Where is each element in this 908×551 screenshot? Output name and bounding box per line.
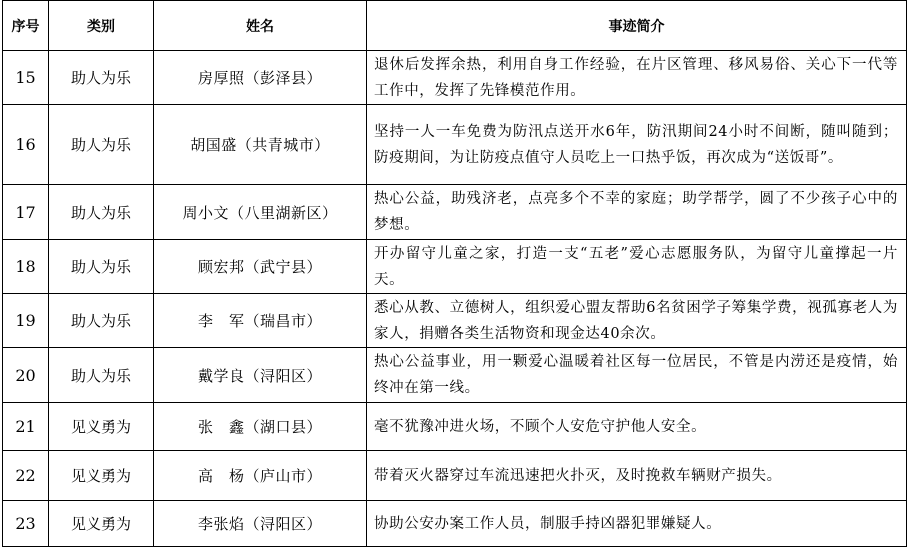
row-desc: 协助公安办案工作人员，制服手持凶器犯罪嫌疑人。	[367, 501, 907, 547]
row-category: 见义勇为	[49, 501, 154, 547]
row-desc: 坚持一人一车免费为防汛点送开水6年，防汛期间24小时不间断，随叫随到；防疫期间，为让防疫点值守人员吃上一口热乎饭，再次成为“送饭哥”。	[367, 105, 907, 185]
row-seq: 22	[3, 451, 49, 501]
row-desc: 开办留守儿童之家，打造一支“五老”爱心志愿服务队，为留守儿童撑起一片天。	[367, 240, 907, 294]
row-seq: 16	[3, 105, 49, 185]
table-row	[3, 240, 907, 294]
row-desc: 带着灭火器穿过车流迅速把火扑灭，及时挽救车辆财产损失。	[367, 451, 907, 501]
row-category: 助人为乐	[49, 294, 154, 348]
row-seq: 18	[3, 240, 49, 294]
row-seq: 20	[3, 348, 49, 403]
row-desc: 热心公益事业，用一颗爱心温暖着社区每一位居民，不管是内涝还是疫情，始终冲在第一线。	[367, 348, 907, 403]
header-seq: 序号	[3, 1, 49, 51]
header-name: 姓名	[154, 1, 367, 51]
row-category: 助人为乐	[49, 51, 154, 105]
table-row	[3, 348, 907, 403]
header-category: 类别	[49, 1, 154, 51]
row-seq: 21	[3, 403, 49, 451]
row-name: 李张焰（浔阳区）	[154, 501, 367, 547]
table-row	[3, 501, 907, 547]
row-name: 胡国盛（共青城市）	[154, 105, 367, 185]
table-row	[3, 105, 907, 185]
row-desc: 退休后发挥余热，利用自身工作经验，在片区管理、移风易俗、关心下一代等工作中，发挥了先锋模范作用。	[367, 51, 907, 105]
row-desc: 悉心从教、立德树人，组织爱心盟友帮助6名贫困学子筹集学费，视孤寡老人为家人，捐赠各类生活物资和现金达40余次。	[367, 294, 907, 348]
table-row	[3, 294, 907, 348]
row-category: 见义勇为	[49, 403, 154, 451]
table-row	[3, 51, 907, 105]
row-category: 助人为乐	[49, 105, 154, 185]
table-row	[3, 185, 907, 240]
table-row	[3, 403, 907, 451]
header-row	[3, 1, 907, 51]
row-category: 助人为乐	[49, 185, 154, 240]
row-desc: 热心公益，助残济老，点亮多个不幸的家庭；助学帮学，圆了不少孩子心中的梦想。	[367, 185, 907, 240]
row-name: 高 杨（庐山市）	[154, 451, 367, 501]
row-category: 助人为乐	[49, 348, 154, 403]
row-category: 见义勇为	[49, 451, 154, 501]
row-name: 房厚照（彭泽县）	[154, 51, 367, 105]
row-name: 戴学良（浔阳区）	[154, 348, 367, 403]
row-name: 周小文（八里湖新区）	[154, 185, 367, 240]
row-seq: 23	[3, 501, 49, 547]
row-desc: 毫不犹豫冲进火场，不顾个人安危守护他人安全。	[367, 403, 907, 451]
header-desc: 事迹简介	[367, 1, 907, 51]
row-name: 李 军（瑞昌市）	[154, 294, 367, 348]
row-seq: 17	[3, 185, 49, 240]
honor-roll-table	[2, 0, 907, 547]
row-name: 顾宏邦（武宁县）	[154, 240, 367, 294]
row-seq: 15	[3, 51, 49, 105]
table-row	[3, 451, 907, 501]
row-category: 助人为乐	[49, 240, 154, 294]
row-name: 张 鑫（湖口县）	[154, 403, 367, 451]
row-seq: 19	[3, 294, 49, 348]
